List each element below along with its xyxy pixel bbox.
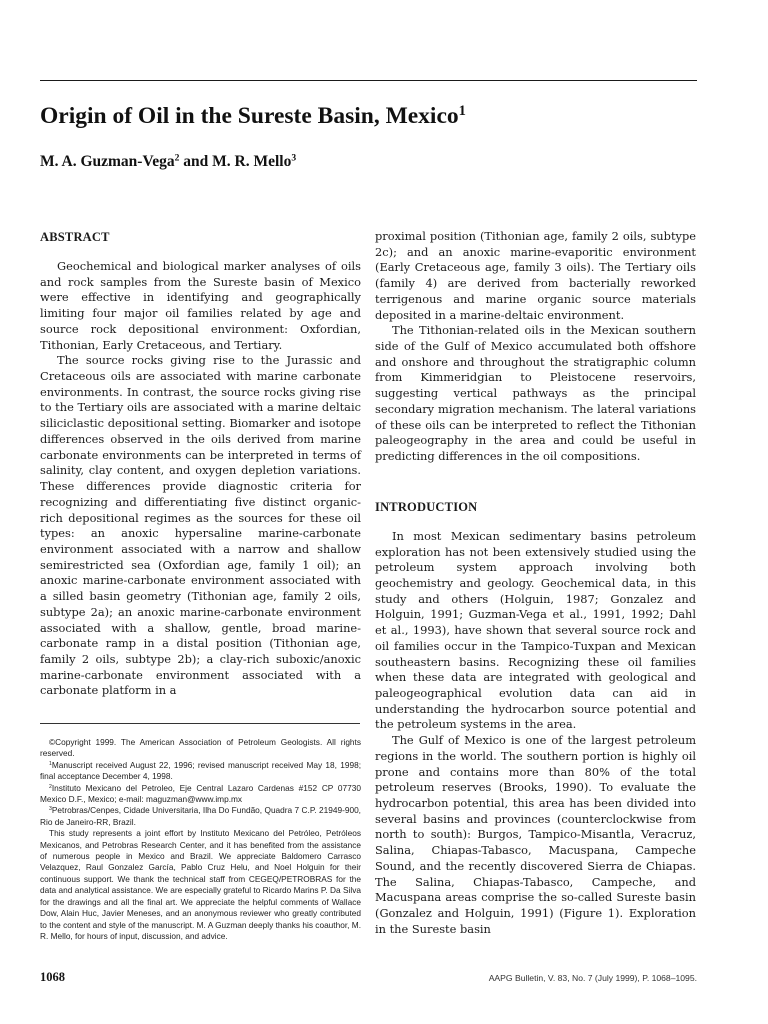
copyright-note: ©Copyright 1999. The American Association of Petroleum Geologists. All rights reserved. — [40, 737, 361, 759]
right-column — [375, 229, 696, 937]
abstract-paragraph-2: The source rocks giving rise to the Jurassic and Cretaceous oils are associated with marine carbonate environments. In contrast, the source rocks giving rise to the Tertiary oils are associated with a marine deltaic siliciclastic depositional setting. Biomarker and isotope differences observed in the oils derived from marine carbonate environments can be interpreted in terms of salinity, clay content, and oxygen depletion variations. These differences provide diagnostic criteria for recognizing and differentiating five distinct organic-rich depositional regimes as the sources for these oil types: an anoxic hypersaline marine-carbonate environment associated with a narrow and shallow semirestricted sea (Oxfordian age, family 1 oil); an anoxic marine-carbonate environment associated with a silled basin geometry (Tithonian age, family 2 oils, subtype 2a); an anoxic marine-carbonate environment associated with a shallow, gentle, broad marine-carbonate ramp in a distal position (Tithonian age, family 2 oils, subtype 2b); a clay-rich suboxic/anoxic marine-carbonate environment associated with a carbonate platform in a — [40, 353, 361, 698]
left-column — [40, 229, 361, 699]
introduction-paragraph-2: The Gulf of Mexico is one of the largest petroleum regions in the world. The southern portion is highly oil prone and contains more than 80% of the total petroleum reserves (Brooks, 1990). To evaluate the hydrocarbon potential, this area has been divided into several basins and provinces (counterclockwise from north to south): Burgos, Tampico-Misantla, Veracruz, Salina, Chiapas-Tabasco, Macuspana, Campeche Sound, and the recently discovered Sierra de Chiapas. The Salina, Chiapas-Tabasco, Campeche, and Macuspana areas comprise the so-called Sureste basin (Gonzalez and Holguin, 1991) (Figure 1). Exploration in the Sureste basin — [375, 733, 696, 936]
footnote-3: $^3$Petrobras/Cenpes, Cidade Universitaria, Ilha Do Fundão, Quadra 7 C.P. 21949-900, Rio de Janeiro-RR, Brazil. — [40, 805, 361, 827]
author-line: M. A. Guzman-Vega$^2$ and M. R. Mello$^3$ — [40, 152, 297, 170]
footnote-1: $^1$Manuscript received August 22, 1996; revised manuscript received May 18, 1998; final acceptance December 4, 1998. — [40, 759, 361, 782]
footnote-2: $^2$Instituto Mexicano del Petroleo, Eje Central Lazaro Cardenas #152 CP 07730 Mexico D.F., Mexico; e-mail: maguzman@www.imp.mx — [40, 782, 361, 805]
author-2: M. R. Mello — [212, 153, 292, 170]
page-number: 1068 — [40, 970, 65, 984]
article-title: Origin of Oil in the Sureste Basin, Mexico$^1$ — [40, 103, 466, 129]
footnote-rule — [40, 723, 360, 724]
journal-citation: AAPG Bulletin, V. 83, No. 7 (July 1999), P. 1068–1095. — [488, 973, 697, 983]
abstract-paragraph-1: Geochemical and biological marker analyses of oils and rock samples from the Sureste basin of Mexico were effective in identifying and geographically limiting four major oil families related by age and source rock depositional environment: Oxfordian, Tithonian, Early Cretaceous, and Tertiary. — [40, 259, 361, 352]
title-footnote-mark: 1 — [458, 103, 466, 119]
footnotes — [40, 737, 361, 942]
introduction-heading: INTRODUCTION — [375, 499, 478, 514]
author-1: M. A. Guzman-Vega — [40, 153, 175, 170]
top-rule — [40, 80, 697, 81]
abstract-paragraph-3: The Tithonian-related oils in the Mexican southern side of the Gulf of Mexico accumulated both offshore and onshore and throughout the stratigraphic column from Kimmeridgian to Pleistocene reservoirs, suggesting vertical pathways as the principal secondary migration mechanism. The lateral variations of these oils can be interpreted to reflect the Tithonian paleogeography in the area and could be useful in predicting differences in the oil compositions. — [375, 323, 696, 464]
introduction-paragraph-1: In most Mexican sedimentary basins petroleum exploration has not been extensively studied using the petroleum system approach involving both geochemistry and geology. Geochemical data, in this study and others (Holguin, 1987; Gonzalez and Holguin, 1991; Guzman-Vega et al., 1991, 1992; Dahl et al., 1993), have shown that several source rock and oil families occur in the Tampico-Tuxpan and Mexican southeastern basins. Recognizing these oil families when these data are integrated with geological and paleogeographical evolution data can aid in understanding the hydrocarbon source potential and the petroleum systems in the area. — [375, 528, 696, 732]
acknowledgments-note: This study represents a joint effort by Instituto Mexicano del Petróleo, Petróleos Mexicanos, and Petrobras Research Center, and it has benefited from the assistance of numerous people in Mexico and Brazil. We appreciate Baldomero Carrasco Velazquez, Raul Gonzalez García, Pablo Cruz Helu, and Noel Holguin for their continuous support. We thank the technical staff from CEGEQ/PETROBRAS for the data and analytical assistance. We are especially grateful to Ricardo Marins P. Da Silva for the drawings and all the final art. We appreciate the helpful comments of Wallace Dow, Alain Huc, Javier Meneses, and an anonymous reviewer who greatly contributed to the content and style of the manuscript. M. A Guzman deeply thanks his coauthor, M. R. Mello, for hours of input, discussion, and advice. — [40, 828, 361, 941]
abstract-paragraph-2-continued: proximal position (Tithonian age, family 2 oils, subtype 2c); and an anoxic marine-evaporitic environment (Early Cretaceous age, family 3 oils). The Tertiary oils (family 4) are derived from bacterially reworked terrigenous and marine organic source materials deposited in a marine-deltaic environment. — [375, 229, 696, 322]
abstract-heading: ABSTRACT — [40, 230, 110, 244]
